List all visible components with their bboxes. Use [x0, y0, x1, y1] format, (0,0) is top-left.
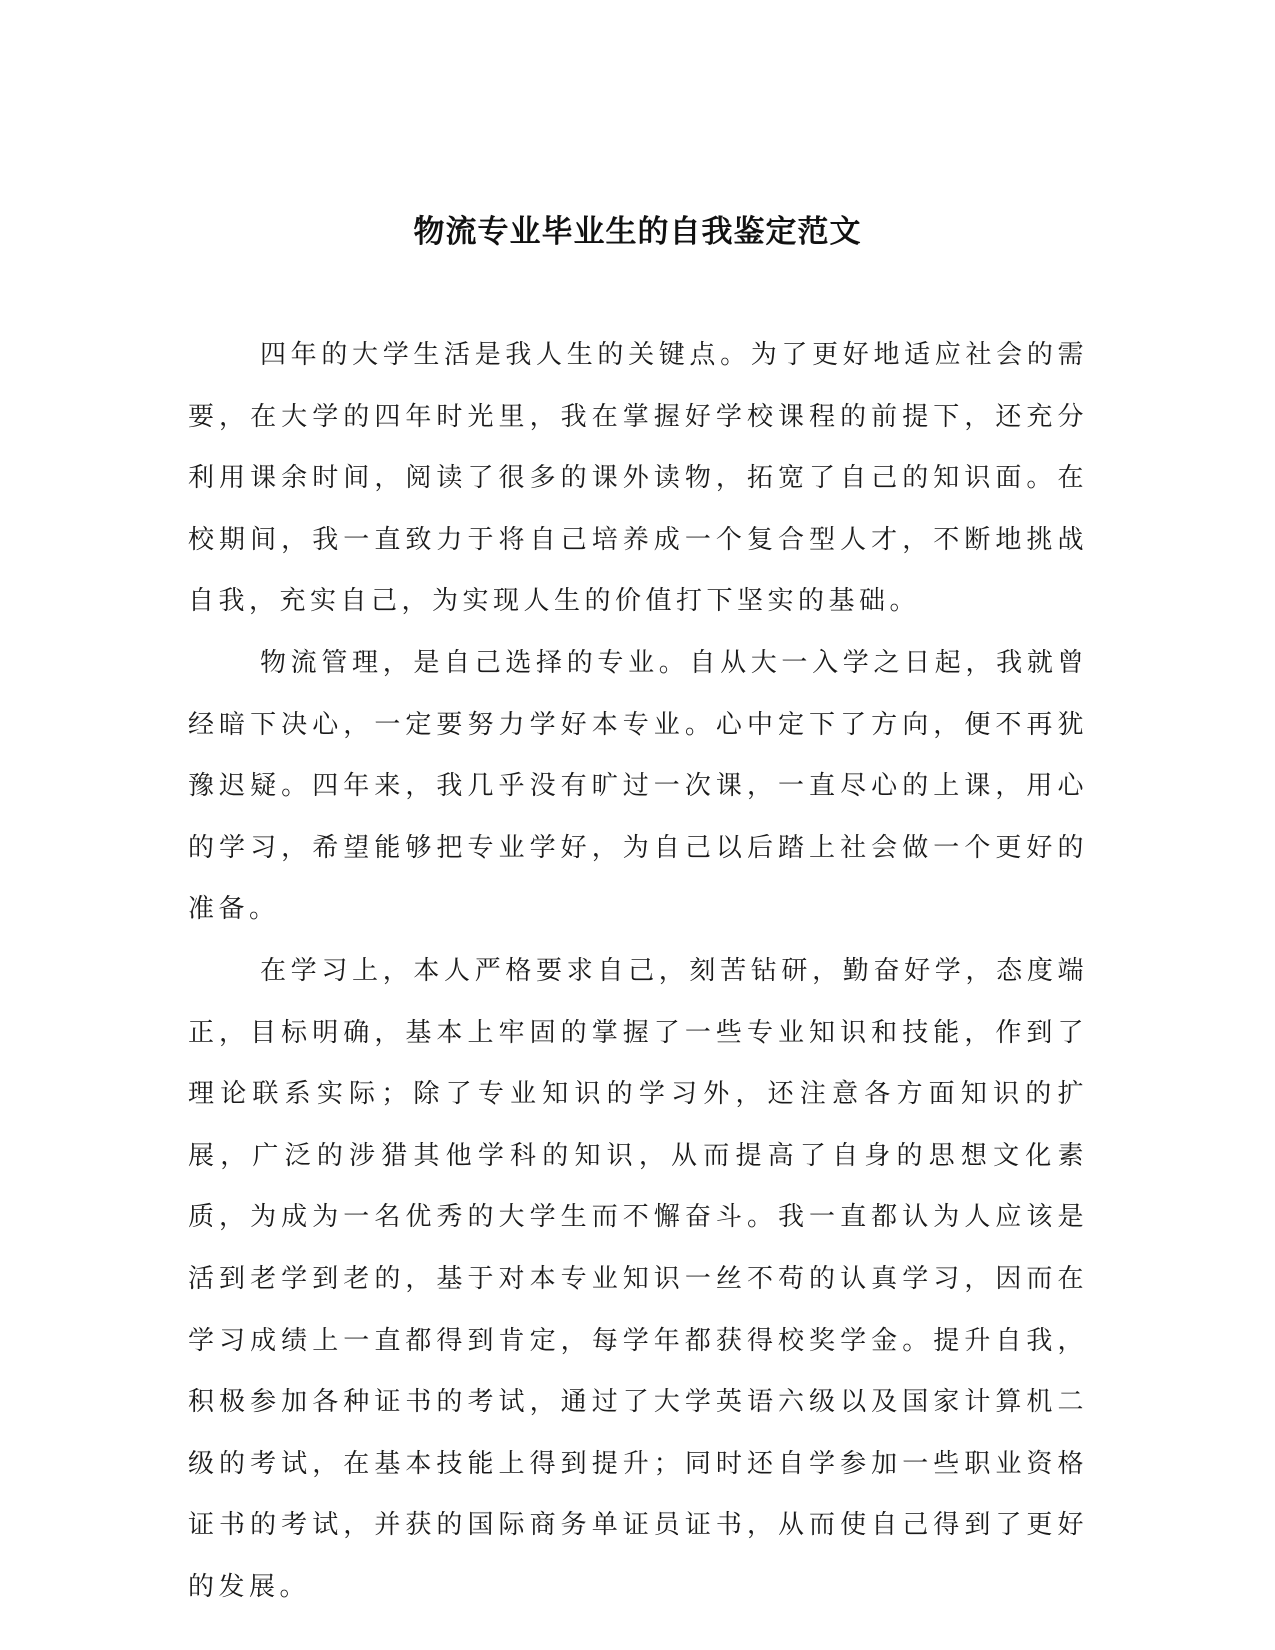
- paragraph-2: 物流管理，是自己选择的专业。自从大一入学之日起，我就曾经暗下决心，一定要努力学好本专业。心中定下了方向，便不再犹豫迟疑。四年来，我几乎没有旷过一次课，一直尽心的上课，用心的学习，希望能够把专业学好，为自己以后踏上社会做一个更好的准备。: [188, 647, 1088, 925]
- document-body: [188, 325, 1088, 1618]
- paragraph-1: 四年的大学生活是我人生的关键点。为了更好地适应社会的需要，在大学的四年时光里，我在掌握好学校课程的前提下，还充分利用课余时间，阅读了很多的课外读物，拓宽了自己的知识面。在校期间，我一直致力于将自己培养成一个复合型人才，不断地挑战自我，充实自己，为实现人生的价值打下坚实的基础。: [188, 340, 1088, 617]
- document-title: 物流专业毕业生的自我鉴定范文: [413, 214, 862, 250]
- paragraph-3: 在学习上，本人严格要求自己，刻苦钻研，勤奋好学，态度端正，目标明确，基本上牢固的掌握了一些专业知识和技能，作到了理论联系实际；除了专业知识的学习外，还注意各方面知识的扩展，广泛的涉猎其他学科的知识，从而提高了自身的思想文化素质，为成为一名优秀的大学生而不懈奋斗。我一直都认为人应该是活到老学到老的，基于对本专业知识一丝不苟的认真学习，因而在学习成绩上一直都得到肯定，每学年都获得校奖学金。提升自我，积极参加各种证书的考试，通过了大学英语六级以及国家计算机二级的考试，在基本技能上得到提升；同时还自学参加一些职业资格证书的考试，并获的国际商务单证员证书，从而使自己得到了更好的发展。: [188, 955, 1088, 1602]
